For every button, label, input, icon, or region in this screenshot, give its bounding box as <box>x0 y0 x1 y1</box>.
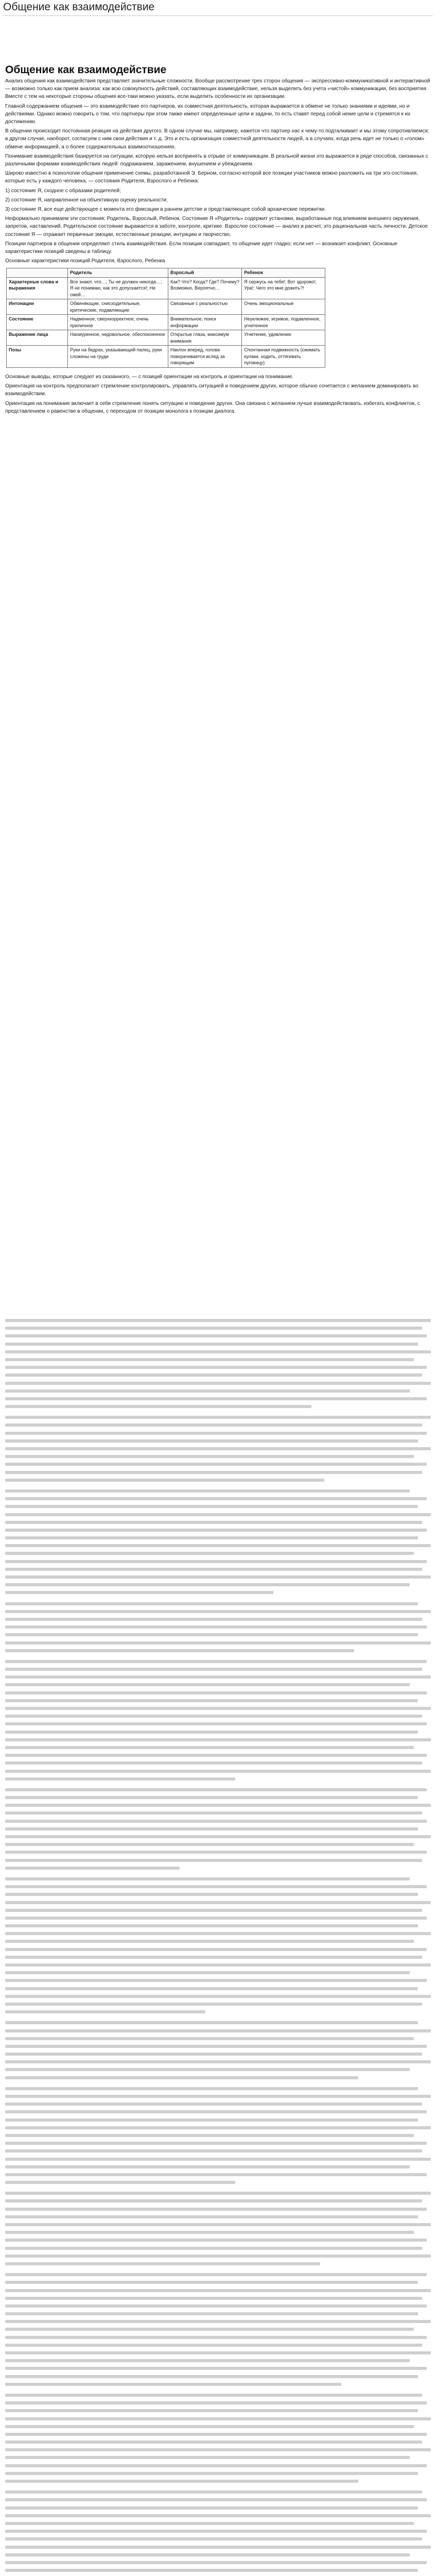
table-cell: Внимательное, поиск информации <box>168 315 242 330</box>
text-line <box>5 1820 427 1823</box>
text-line <box>5 2480 358 2483</box>
text-line <box>5 2417 431 2420</box>
text-line <box>5 2433 427 2436</box>
text-line <box>5 2304 427 2308</box>
text-line <box>5 1877 410 1880</box>
paragraph-gap <box>5 1599 431 1602</box>
text-line <box>5 2037 414 2040</box>
text-line <box>5 2192 431 2195</box>
text-line <box>5 1754 427 1757</box>
article-continuation <box>5 1319 431 2576</box>
text-line <box>5 1683 410 1686</box>
text-line <box>5 1987 418 1990</box>
text-line <box>5 1463 427 1466</box>
text-line <box>5 1610 431 1613</box>
text-line <box>5 2506 418 2510</box>
text-line <box>5 2448 431 2451</box>
text-line <box>5 2029 431 2032</box>
text-line <box>5 1796 418 1799</box>
text-line <box>5 1439 418 1443</box>
text-line <box>5 1668 422 1671</box>
text-line <box>5 2068 410 2071</box>
table-cell: Неуклюжее, игривое, подавленное, угнетенное <box>242 315 325 330</box>
text-line <box>5 1770 431 1773</box>
title-divider <box>3 15 433 16</box>
text-line <box>5 1746 414 1749</box>
text-line <box>5 1924 418 1927</box>
text-line <box>5 1827 418 1831</box>
text-line <box>5 1777 235 1781</box>
text-line <box>5 2394 422 2397</box>
text-line <box>5 1382 431 1385</box>
text-line <box>5 2247 422 2250</box>
text-line <box>5 1560 427 1563</box>
paragraph: Ориентация на понимание включает в себя стремление понять ситуацию и поведение других. Она связана с желанием лучше взаимодействовать, избегать конфликтов, с представлением о равенстве в общении, с переходом от позиции монолога к позиции диалога. <box>5 400 420 414</box>
text-line <box>5 2281 418 2284</box>
text-line <box>5 1722 427 1725</box>
text-line <box>5 1625 427 1629</box>
text-line <box>5 2095 431 2098</box>
article-body <box>5 77 431 417</box>
text-line <box>5 2273 427 2276</box>
text-line <box>5 2126 431 2129</box>
text-line <box>5 2561 427 2564</box>
text-line <box>5 1602 418 1605</box>
text-line <box>5 2498 427 2501</box>
text-line <box>5 2215 418 2218</box>
text-line <box>5 2165 410 2168</box>
text-line <box>5 1423 422 1427</box>
text-line <box>5 2021 418 2024</box>
text-line <box>5 1867 180 1870</box>
text-line <box>5 1963 431 1967</box>
table-cell: Надменное, сверхкорректное, очень приличное <box>68 315 168 330</box>
article-heading: Общение как взаимодействие <box>5 64 167 76</box>
text-line <box>5 1544 431 1547</box>
text-line <box>5 2514 431 2517</box>
text-line <box>5 1859 422 1862</box>
table-cell: Очень эмоциональные <box>242 299 325 315</box>
text-line <box>5 2255 431 2258</box>
text-line <box>5 2425 414 2428</box>
text-line <box>5 1366 427 1369</box>
text-line <box>5 2158 431 2161</box>
text-line <box>5 1811 422 1815</box>
text-line <box>5 2367 427 2370</box>
table-row <box>7 330 325 346</box>
text-line <box>5 1319 431 1322</box>
text-line <box>5 1405 311 1408</box>
text-line <box>5 1334 427 1337</box>
text-line <box>5 2199 422 2202</box>
text-line <box>5 2053 422 2056</box>
text-line <box>5 1641 431 1645</box>
text-line <box>5 1416 431 1419</box>
column-header: Ребенок <box>242 268 325 278</box>
table-cell: Угнетение, удивление <box>242 330 325 346</box>
table-cell: Наклон вперед, голова поворачивается вслед за говорящим <box>168 346 242 368</box>
text-line <box>5 1731 418 1734</box>
text-line <box>5 1707 431 1710</box>
text-line <box>5 2472 418 2475</box>
column-header <box>7 268 68 278</box>
paragraph: Ориентация на контроль предполагает стремление контролировать, управлять ситуацией и поведением других, которое обычно сочетается с желанием доминировать во взаимодействии. <box>5 383 418 397</box>
text-line <box>5 2336 427 2339</box>
text-line <box>5 1738 431 1741</box>
text-line <box>5 2134 414 2137</box>
row-header: Характерные слова и выражения <box>7 277 68 299</box>
text-line <box>5 1350 431 1353</box>
text-line <box>5 2119 418 2122</box>
text-line <box>5 2223 431 2226</box>
text-line <box>5 2537 422 2540</box>
paragraph-gap <box>5 1657 431 1660</box>
row-header: Состояние <box>7 315 68 330</box>
text-line <box>5 2441 422 2444</box>
text-line <box>5 2490 422 2494</box>
text-line <box>5 2262 320 2265</box>
paragraph: Неформально принимаем эти состояния: Родитель, Взрослый, Ребенок. Состояние Я «Родитель» содержит установки, выработанные под влиянием внешнего окружения, запретов, наставлений. Родительское состояние выражается в заботе, контроле, критике. Взрослое состояние — анализ и расчет, это рациональная часть личности. Детское состояние Я — отражает первичные эмоции, естественные реакции, интуицию и творчество. <box>5 216 428 238</box>
text-line <box>5 1940 414 1943</box>
text-line <box>5 1479 324 1482</box>
text-line <box>5 1343 418 1346</box>
paragraph-gap <box>5 1785 431 1788</box>
table-cell: Как? Что? Когда? Где? Почему? Возможно, Вероятно… <box>168 277 242 299</box>
text-line <box>5 2409 418 2412</box>
text-line <box>5 1995 431 1998</box>
text-line <box>5 1932 431 1935</box>
table-row <box>7 346 325 368</box>
text-line <box>5 2010 205 2013</box>
text-line <box>5 1497 427 1500</box>
paragraph: Анализ общения как взаимодействия представляет значительные сложности. Вообще рассмотрение трех сторон общения — экспрессивно-коммуникативной и интерактивной — возможно только как прием анализа: как всю совокупность действий, составляющих взаимодействие, нельзя выделить без учета «чистой» коммуникации, без восприятия. Вместе с тем на некоторые стороны общения все-таки можно указать, если выделить особенности их организации. <box>5 78 430 100</box>
text-line <box>5 2351 431 2354</box>
text-line <box>5 2142 427 2145</box>
text-line <box>5 2181 235 2184</box>
text-line <box>5 1901 431 1904</box>
text-line <box>5 2312 418 2315</box>
text-line <box>5 1691 427 1694</box>
column-header: Взрослый <box>168 268 242 278</box>
text-line <box>5 1893 418 1896</box>
text-line <box>5 2231 414 2234</box>
text-line <box>5 1649 354 1652</box>
paragraph: Широко известно в психологии общения применение схемы, разработанной Э. Берном, согласно которой все позиции участников можно разложить на три эго-состояния, которые есть у каждого человека, — состояния Родителя, Взрослого и Ребенка. <box>5 171 418 184</box>
text-line <box>5 1521 422 1524</box>
text-line <box>5 1885 427 1888</box>
text-line <box>5 2546 431 2549</box>
text-line <box>5 2045 427 2048</box>
table-row <box>7 315 325 330</box>
text-line <box>5 1761 422 1765</box>
text-line <box>5 1513 431 1516</box>
text-line <box>5 2060 431 2063</box>
text-line <box>5 1843 414 1846</box>
text-line <box>5 2375 418 2378</box>
text-line <box>5 2110 427 2113</box>
text-line <box>5 1675 431 1679</box>
text-line <box>5 1979 427 1982</box>
text-line <box>5 1529 427 1532</box>
text-line <box>5 1536 418 1539</box>
paragraph: Позиции партнеров в общении определяют стиль взаимодействия. Если позиции совпадают, то общение идет гладко; если нет — возникает конфликт. Основные характеристики позиций сведены в таблицу. <box>5 241 398 255</box>
text-line <box>5 2149 422 2153</box>
table-cell: Все знают, что…; Ты не должен никогда…; Я не понимаю, как это допускается!; Не смей… <box>68 277 168 299</box>
text-line <box>5 1788 427 1791</box>
text-line <box>5 1397 427 1400</box>
text-line <box>5 2239 427 2242</box>
table-cell: Связанные с реальностью <box>168 299 242 315</box>
text-line <box>5 2530 427 2533</box>
text-line <box>5 1909 422 1912</box>
table-row <box>7 277 325 299</box>
table-header-row <box>7 268 325 278</box>
text-line <box>5 2087 418 2090</box>
positions-table <box>6 268 325 368</box>
page-title: Общение как взаимодействие <box>3 1 155 13</box>
list-item: 3) состояние Я, все еще действующее с момента его фиксации в раннем детстве и представляющее собой архаические пережитки. <box>5 207 326 213</box>
text-line <box>5 2344 422 2347</box>
paragraph: Основные выводы, которые следуют из сказанного, — с позиций ориентации на контроль и ориентации на понимание. <box>5 374 294 380</box>
text-line <box>5 1835 431 1838</box>
text-line <box>5 1447 431 1450</box>
row-header: Интонации <box>7 299 68 315</box>
text-line <box>5 1471 422 1474</box>
text-line <box>5 1327 422 1330</box>
text-line <box>5 2076 358 2079</box>
text-line <box>5 1660 427 1663</box>
text-line <box>5 1633 418 1636</box>
text-line <box>5 2289 431 2292</box>
text-line <box>5 1851 427 1854</box>
text-line <box>5 1699 418 1702</box>
text-line <box>5 1591 273 1594</box>
text-line <box>5 1804 431 1807</box>
text-line <box>5 1455 414 1458</box>
text-line <box>5 1568 422 1571</box>
table-cell: Обвиняющие, снисходительные, критические, подавляющие <box>68 299 168 315</box>
paragraph: Главной содержанием общения — это взаимодействие его партнеров, их совместная деятельность, которая выражается в обмене не только знаниями и идеями, но и действиями. Однако можно говорить о том, что партнеры при этом также имеют определенные цели и задачи, то есть ставят перед собой некие цели и стремятся к их достижению. <box>5 103 411 125</box>
text-line <box>5 2553 410 2556</box>
paragraph: Понимание взаимодействия базируется на ситуации, которую нельзя воспринять в отрыве от коммуникации. В реальной жизни это выражается в ряде способов, связанных с различными формами взаимодействия людей: подражанием, заражением, внушением и убеждением. <box>5 153 428 167</box>
text-line <box>5 1505 418 1508</box>
table-cell: Руки на бедрах, указывающий палец, руки сложены на груди <box>68 346 168 368</box>
table-cell: Спонтанная подвижность (сжимать кулаки, ходить, оттягивать пуговицу) <box>242 346 325 368</box>
text-line <box>5 2359 410 2362</box>
text-line <box>5 1552 414 1555</box>
text-line <box>5 1489 410 1493</box>
table-cell: Нахмуренное, недовольное, обеспокоенное <box>68 330 168 346</box>
table-row <box>7 299 325 315</box>
text-line <box>5 2569 418 2572</box>
text-line <box>5 1956 422 1959</box>
text-line <box>5 1618 422 1621</box>
text-line <box>5 1358 414 1361</box>
text-line <box>5 2456 410 2459</box>
text-line <box>5 1374 422 1377</box>
text-line <box>5 1948 427 1951</box>
text-line <box>5 2173 427 2176</box>
text-line <box>5 1432 427 1435</box>
table-cell: Открытые глаза, максимум внимания <box>168 330 242 346</box>
text-line <box>5 2003 422 2006</box>
paragraph-gap <box>5 2084 431 2087</box>
text-line <box>5 2208 427 2211</box>
text-line <box>5 1583 410 1586</box>
text-line <box>5 2320 431 2323</box>
text-line <box>5 1389 410 1393</box>
text-line <box>5 2401 427 2404</box>
list-item: 2) состояние Я, направленное на объективную оценку реальности; <box>5 197 168 203</box>
text-line <box>5 2383 341 2386</box>
text-line <box>5 2103 422 2106</box>
text-line <box>5 1971 410 1974</box>
text-line <box>5 2464 427 2467</box>
row-header: Выражение лица <box>7 330 68 346</box>
text-line <box>5 1917 427 1920</box>
table-caption: Основные характеристики позиций Родителя, Взрослого, Ребенка <box>5 258 165 264</box>
paragraph: В общении происходит постоянная реакция на действия другого. В одном случае мы, например, кажется что партнер нас к чему-то подталкивает и мы этому сопротивляемся; в другом случае, наоборот, согласуем с ним свои действия и т. д. Это и есть организация совместной деятельности людей, а в случаях, когда речь идет не только о «голом» обмене информацией, а о более содержательных взаимоотношениях. <box>5 128 429 150</box>
text-line <box>5 2297 422 2300</box>
text-line <box>5 2328 414 2331</box>
row-header: Позы <box>7 346 68 368</box>
table-cell: Я сержусь на тебя!; Вот здорово!; Ура!; Чего это мне дожить?! <box>242 277 325 299</box>
column-header: Родитель <box>68 268 168 278</box>
text-line <box>5 1715 422 1718</box>
text-line <box>5 2522 414 2525</box>
text-line <box>5 1575 431 1579</box>
list-item: 1) состояние Я, сходное с образами родителей; <box>5 188 121 194</box>
